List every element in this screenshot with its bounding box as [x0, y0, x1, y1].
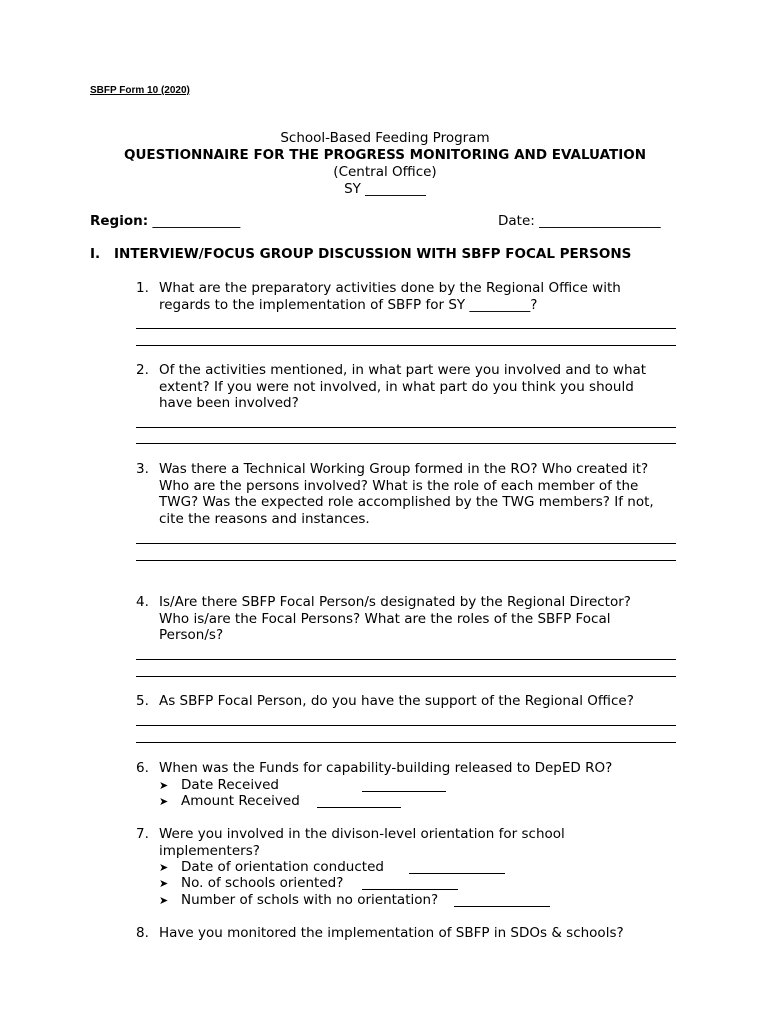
question-number: 1.	[136, 280, 149, 296]
question-number: 3.	[136, 461, 149, 477]
no-orientation-field[interactable]	[454, 894, 550, 907]
section-title: INTERVIEW/FOCUS GROUP DISCUSSION WITH SBFP FOCAL PERSONS	[114, 246, 632, 262]
region-field[interactable]: _____________	[152, 213, 241, 229]
question-text: cite the reasons and instances.	[159, 511, 370, 528]
answer-line[interactable]	[136, 543, 676, 544]
question-number: 4.	[136, 594, 149, 610]
arrowhead-bullet-icon: ➤	[159, 877, 169, 890]
answer-line[interactable]	[136, 676, 676, 677]
sub-item-no-orientation	[159, 892, 438, 910]
question-number: 2.	[136, 362, 149, 378]
question-6	[136, 760, 676, 777]
question-text: Person/s?	[159, 627, 224, 644]
question-text: Is/Are there SBFP Focal Person/s designated by the Regional Director?	[159, 594, 631, 610]
question-8	[136, 925, 676, 942]
question-text: As SBFP Focal Person, do you have the support of the Regional Office?	[159, 693, 634, 709]
region-label: Region:	[90, 213, 149, 229]
sub-item-schools-oriented	[159, 875, 343, 893]
amount-received-field[interactable]	[317, 795, 401, 808]
answer-line[interactable]	[136, 560, 676, 561]
answer-line[interactable]	[136, 659, 676, 660]
sub-item-label: No. of schools oriented?	[181, 875, 344, 891]
question-text: Were you involved in the divison-level orientation for school	[159, 826, 565, 842]
answer-line[interactable]	[136, 742, 676, 743]
answer-line[interactable]	[136, 725, 676, 726]
section-number: I.	[90, 246, 101, 262]
program-name: School-Based Feeding Program	[280, 130, 490, 146]
arrowhead-bullet-icon: ➤	[159, 779, 169, 792]
section-heading	[90, 246, 631, 262]
question-text: Of the activities mentioned, in what part were you involved and to what	[159, 362, 647, 378]
arrowhead-bullet-icon: ➤	[159, 861, 169, 874]
answer-line[interactable]	[136, 345, 676, 346]
question-text: regards to the implementation of SBFP for SY _________?	[159, 296, 538, 313]
question-text: implementers?	[159, 842, 260, 859]
sub-item-label: Date of orientation conducted	[181, 859, 384, 875]
form-code: SBFP Form 10 (2020)	[90, 85, 190, 96]
question-number: 5.	[136, 693, 149, 709]
arrowhead-bullet-icon: ➤	[159, 795, 169, 808]
office-subtitle: (Central Office)	[333, 164, 437, 180]
date-label: Date:	[498, 213, 535, 229]
arrowhead-bullet-icon: ➤	[159, 894, 169, 907]
question-text: Have you monitored the implementation of SBFP in SDOs & schools?	[159, 925, 624, 941]
question-1	[136, 280, 676, 313]
question-7	[136, 826, 676, 859]
document-title: QUESTIONNAIRE FOR THE PROGRESS MONITORING AND EVALUATION	[123, 147, 647, 163]
region-date-row	[90, 213, 675, 229]
date-received-field[interactable]	[362, 779, 446, 792]
sub-item-amount-received	[159, 793, 300, 811]
question-3	[136, 461, 676, 528]
question-number: 8.	[136, 925, 149, 941]
question-text: What are the preparatory activities done by the Regional Office with	[159, 280, 621, 296]
question-4	[136, 594, 676, 644]
question-5	[136, 693, 676, 710]
date-field[interactable]: __________________	[539, 213, 661, 229]
orientation-date-field[interactable]	[409, 861, 505, 874]
question-text: have been involved?	[159, 395, 299, 412]
schools-oriented-field[interactable]	[362, 877, 458, 890]
question-text: TWG? Was the expected role accomplished by the TWG members? If not,	[159, 494, 654, 511]
question-text: Who is/are the Focal Persons? What are the roles of the SBFP Focal	[159, 610, 611, 627]
question-2	[136, 362, 676, 412]
question-number: 7.	[136, 826, 149, 842]
sub-item-label: Number of schols with no orientation?	[181, 892, 439, 908]
sub-item-label: Date Received	[181, 777, 279, 793]
question-text: Was there a Technical Working Group formed in the RO? Who created it?	[159, 461, 649, 477]
answer-line[interactable]	[136, 328, 676, 329]
school-year-field[interactable]: SY _________	[344, 181, 426, 197]
question-text: extent? If you were not involved, in what part do you think you should	[159, 378, 634, 395]
question-text: When was the Funds for capability-building released to DepED RO?	[159, 760, 613, 776]
question-text: Who are the persons involved? What is the role of each member of the	[159, 477, 639, 494]
answer-line[interactable]	[136, 427, 676, 428]
answer-line[interactable]	[136, 443, 676, 444]
sub-item-label: Amount Received	[181, 793, 300, 809]
question-number: 6.	[136, 760, 149, 776]
